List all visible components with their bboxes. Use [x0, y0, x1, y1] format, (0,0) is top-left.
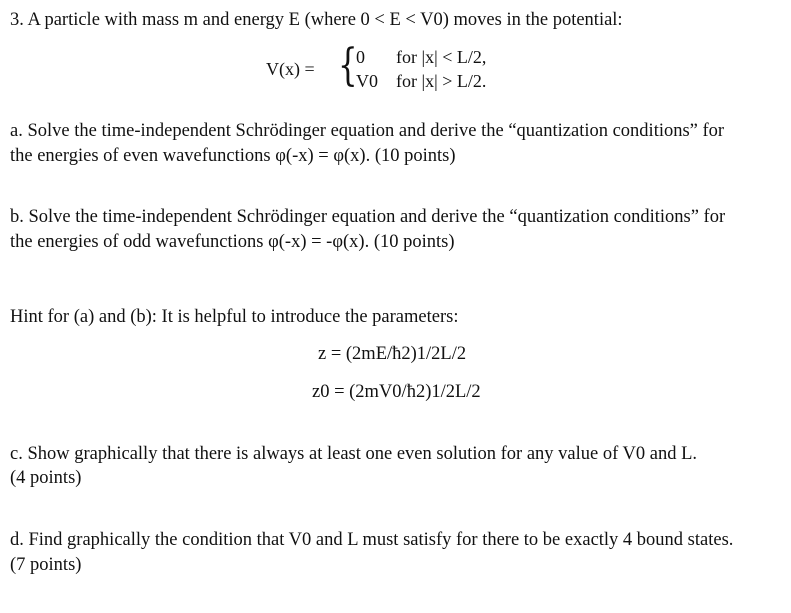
part-b-line1: b. Solve the time-independent Schrödinger equation and derive the “quantization conditions” for	[10, 207, 726, 227]
potential-lhs: V(x) =	[266, 59, 315, 79]
hint-text: Hint for (a) and (b): It is helpful to introduce the parameters:	[10, 307, 459, 327]
case2-value: V0	[356, 71, 378, 91]
part-b-line2: the energies of odd wavefunctions φ(-x) = -φ(x). (10 points)	[10, 232, 455, 252]
part-a-line2: the energies of even wavefunctions φ(-x) = φ(x). (10 points)	[10, 146, 456, 166]
part-d-line2: (7 points)	[10, 555, 82, 575]
case1-condition: for |x| < L/2,	[396, 47, 487, 67]
potential-definition	[266, 42, 526, 98]
part-c-line2: (4 points)	[10, 468, 82, 488]
part-a-line1: a. Solve the time-independent Schrödinger equation and derive the “quantization conditions” for	[10, 121, 725, 141]
hint-equation-z: z = (2mE/ħ2)1/2L/2	[318, 344, 467, 364]
part-d-line1: d. Find graphically the condition that V0 and L must satisfy for there to be exactly 4 bound states.	[10, 530, 734, 550]
left-brace-icon: {	[338, 40, 358, 91]
part-c-line1: c. Show graphically that there is always at least one even solution for any value of V0 and L.	[10, 444, 698, 464]
case2-condition: for |x| > L/2.	[396, 71, 487, 91]
hint-equation-z0: z0 = (2mV0/ħ2)1/2L/2	[312, 382, 481, 402]
case1-value: 0	[356, 47, 365, 67]
problem-intro: 3. A particle with mass m and energy E (where 0 < E < V0) moves in the potential:	[10, 10, 623, 30]
potential-case-outside	[356, 70, 487, 92]
potential-case-inside	[356, 46, 487, 68]
